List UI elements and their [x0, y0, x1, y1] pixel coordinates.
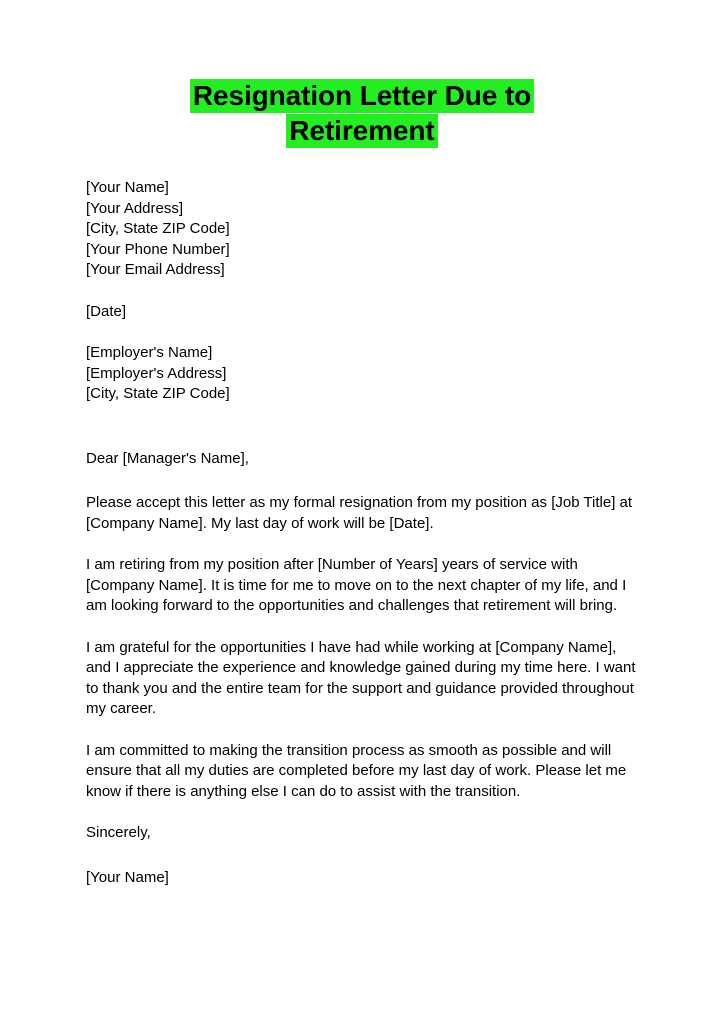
- recipient-address: [Employer's Address]: [86, 364, 227, 382]
- spacer-after-date: [86, 322, 638, 343]
- body-paragraph-3: I am grateful for the opportunities I have had while working at [Company Name], and I appreciate the experience and knowledge gained during my time here. I want to thank you and the entire team for the support and guidance provided throughout my career.: [86, 638, 636, 717]
- sender-address-block: [86, 178, 638, 281]
- sender-city-state-zip: [City, State ZIP Code]: [86, 220, 230, 237]
- salutation: Dear [Manager's Name],: [86, 449, 249, 467]
- letter-body: [86, 78, 638, 888]
- date-line: [Date]: [86, 302, 127, 320]
- title-line-2: [86, 113, 638, 148]
- title-line-1-text: Resignation Letter Due to: [190, 79, 534, 113]
- recipient-city-state-zip: [City, State ZIP Code]: [86, 385, 230, 402]
- closing-line: Sincerely,: [86, 824, 151, 841]
- sender-phone: [Your Phone Number]: [86, 240, 230, 258]
- date-block: [86, 302, 638, 323]
- document-title: [86, 78, 638, 148]
- sender-name: [Your Name]: [86, 179, 169, 196]
- spacer-before-salutation: [86, 405, 638, 449]
- sender-address: [Your Address]: [86, 199, 184, 217]
- title-line-1: [86, 78, 638, 113]
- signature-line: [Your Name]: [86, 868, 169, 886]
- spacer-after-sender: [86, 281, 638, 302]
- recipient-address-block: [86, 343, 638, 405]
- body-paragraph-2: I am retiring from my position after [Number of Years] years of service with [Company Name]. It is time for me to move on to the next chapter of my life, and I am looking forward to the opportunities and challenges that retirement will bring.: [86, 556, 627, 614]
- sender-email: [Your Email Address]: [86, 261, 225, 278]
- body-paragraph-1: Please accept this letter as my formal resignation from my position as [Job Title] at [Company Name]. My last day of work will be [Date].: [86, 494, 633, 532]
- recipient-name: [Employer's Name]: [86, 344, 213, 361]
- title-line-2-text: Retirement: [286, 114, 437, 148]
- body-paragraph-4: I am committed to making the transition process as smooth as possible and will ensure that all my duties are completed before my last day of work. Please let me know if there is anything else I can do to assist with the transition.: [86, 741, 627, 800]
